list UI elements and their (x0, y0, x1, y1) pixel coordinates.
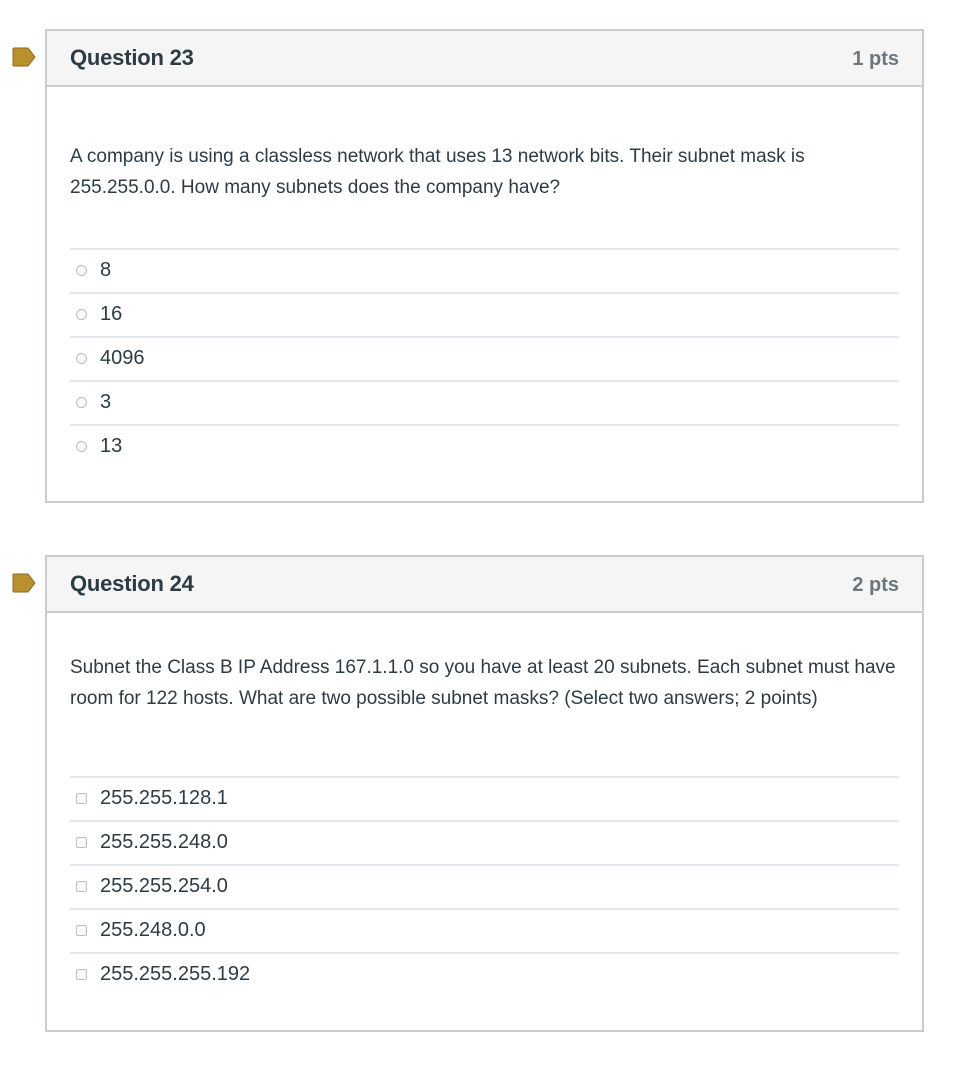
checkbox[interactable] (76, 925, 87, 936)
checkbox[interactable] (76, 837, 87, 848)
radio-button[interactable] (76, 265, 87, 276)
answer-option[interactable] (70, 248, 899, 292)
question-points: 2 pts (852, 574, 899, 596)
question-header (47, 557, 922, 613)
answer-label: 255.248.0.0 (100, 919, 206, 941)
answer-label: 255.255.254.0 (100, 875, 228, 897)
question-text: Subnet the Class B IP Address 167.1.1.0 so you have at least 20 subnets. Each subnet must have room for 122 hosts. What are two possible subnet masks? (Select two answers; 2 points) (70, 657, 896, 709)
answer-label: 16 (100, 303, 123, 325)
checkbox[interactable] (76, 793, 87, 804)
question-title: Question 24 (70, 571, 194, 596)
radio-button[interactable] (76, 441, 87, 452)
radio-button[interactable] (76, 309, 87, 320)
answer-label: 4096 (100, 347, 145, 369)
checkbox[interactable] (76, 969, 87, 980)
answer-list (70, 248, 899, 468)
answer-option[interactable] (70, 864, 899, 908)
answer-label: 13 (100, 435, 123, 457)
question-text: A company is using a classless network that uses 13 network bits. Their subnet mask is 255.255.0.0. How many subnets does the company have? (70, 146, 805, 198)
answer-option[interactable] (70, 908, 899, 952)
checkbox[interactable] (76, 881, 87, 892)
question-24-card (45, 555, 924, 1032)
answer-label: 255.255.128.1 (100, 787, 228, 809)
question-points: 1 pts (852, 48, 899, 70)
answer-option[interactable] (70, 336, 899, 380)
question-23-card (45, 29, 924, 503)
answer-option[interactable] (70, 820, 899, 864)
answer-label: 8 (100, 259, 112, 281)
answer-label: 255.255.248.0 (100, 831, 228, 853)
answer-list (70, 776, 899, 996)
answer-option[interactable] (70, 424, 899, 468)
answer-label: 255.255.255.192 (100, 963, 251, 985)
answer-option[interactable] (70, 776, 899, 820)
bookmark-flag-icon[interactable] (12, 573, 36, 593)
answer-option[interactable] (70, 952, 899, 996)
question-header (47, 31, 922, 87)
question-title: Question 23 (70, 45, 194, 70)
answer-option[interactable] (70, 380, 899, 424)
radio-button[interactable] (76, 397, 87, 408)
answer-label: 3 (100, 391, 112, 413)
answer-option[interactable] (70, 292, 899, 336)
bookmark-flag-icon[interactable] (12, 47, 36, 67)
radio-button[interactable] (76, 353, 87, 364)
